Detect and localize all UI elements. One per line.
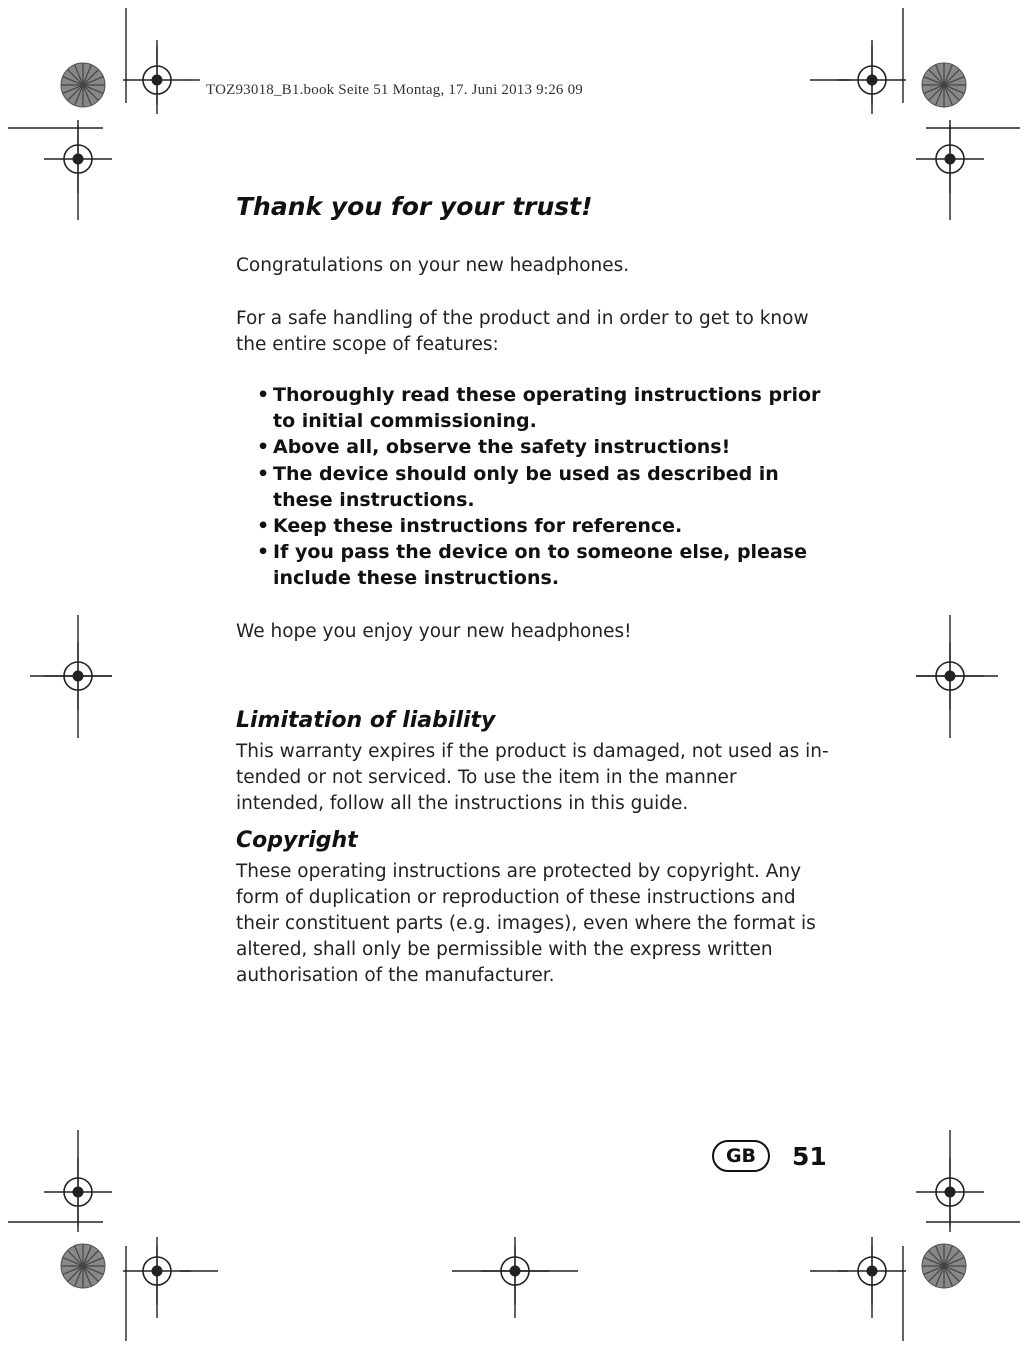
liability-heading: Limitation of liability: [236, 708, 496, 733]
color-wheel-icon: [61, 63, 966, 1288]
instruction-list: [236, 382, 836, 592]
page-footer: [712, 1138, 832, 1174]
page-title: Thank you for your trust!: [236, 192, 593, 221]
lead-text: For a safe handling of the product and in order to get to know the entire scope of features:: [236, 308, 809, 355]
list-item: • Above all, observe the safety instructions!: [257, 436, 731, 459]
liability-body: This warranty expires if the product is damaged, not used as intended or not serviced. To use the item in the manner intended, follow all the instructions in this guide.: [236, 741, 829, 814]
print-header: TOZ93018_B1.book Seite 51 Montag, 17. Juni 2013 9:26 09: [206, 82, 583, 98]
list-item: • Thoroughly read these operating instructions prior to initial commissioning.: [257, 384, 821, 433]
congrats-text: Congratulations on your new headphones.: [236, 255, 630, 276]
list-item: • If you pass the device on to someone else, please include these instructions.: [257, 541, 807, 590]
copyright-heading: Copyright: [236, 828, 358, 853]
registration-crosshair-icon: [44, 46, 984, 1305]
language-badge: GB: [712, 1140, 770, 1172]
page-number: 51: [792, 1141, 827, 1171]
closing-text: We hope you enjoy your new headphones!: [236, 621, 632, 642]
list-item: • The device should only be used as described in these instructions.: [257, 462, 779, 511]
copyright-body: These operating instructions are protected by copyright. Any form of duplication or reproduction of these instructions and their constituent parts (e.g. images), even where the format is altered, shall only be permissible with the express written authorisation of the manufacturer.: [236, 861, 816, 986]
list-item: • Keep these instructions for reference.: [257, 515, 683, 538]
